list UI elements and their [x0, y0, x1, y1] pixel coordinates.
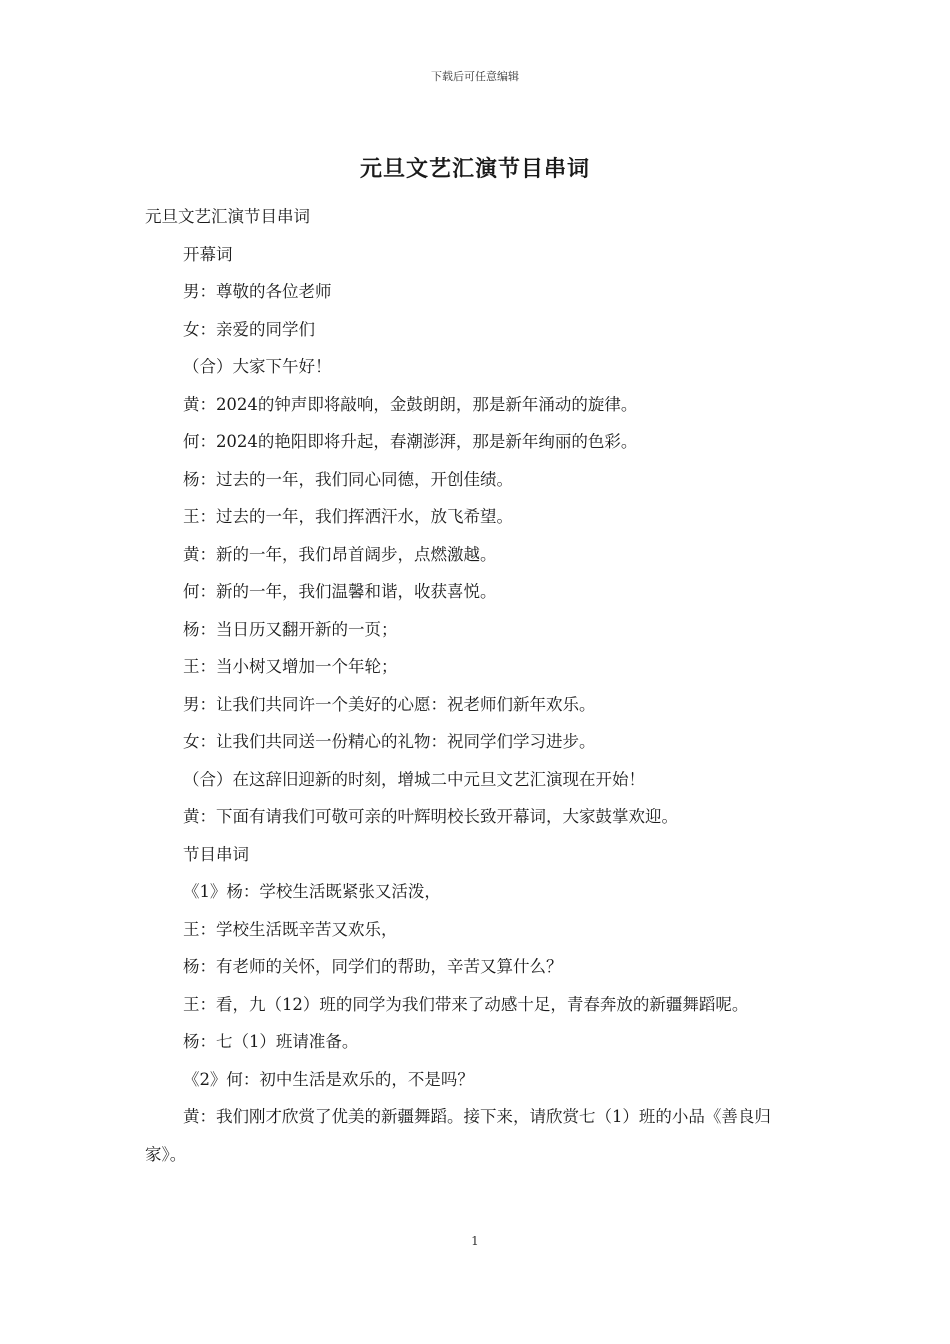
- paragraph: 男：尊敬的各位老师: [182, 282, 332, 301]
- paragraph: 元旦文艺汇演节目串词: [145, 207, 310, 226]
- document-title: 元旦文艺汇演节目串词: [359, 156, 590, 182]
- paragraph: 《2》何：初中生活是欢乐的，不是吗？: [182, 1069, 474, 1089]
- paragraph: 王：看，九（12）班的同学为我们带来了动感十足，青春奔放的新疆舞蹈呢。: [182, 994, 749, 1014]
- paragraph: 杨：有老师的关怀，同学们的帮助，辛苦又算什么？: [182, 957, 563, 976]
- paragraph: 黄：下面有请我们可敬可亲的叶辉明校长致开幕词，大家鼓掌欢迎。: [182, 807, 678, 826]
- paragraph: 节目串词: [182, 844, 249, 864]
- paragraph: 《1》杨：学校生活既紧张又活泼，: [182, 882, 441, 901]
- paragraph: 开幕词: [182, 244, 233, 264]
- paragraph: 何：新的一年，我们温馨和谐，收获喜悦。: [182, 582, 497, 601]
- paragraph: 杨：当日历又翻开新的一页；: [182, 619, 398, 639]
- paragraph: 黄：新的一年，我们昂首阔步，点燃激越。: [182, 544, 497, 564]
- page-number: 1: [471, 1234, 479, 1248]
- paragraph: （合）在这辞旧迎新的时刻，增城二中元旦文艺汇演现在开始！: [182, 769, 645, 789]
- paragraph: 女：亲爱的同学们: [182, 319, 315, 339]
- paragraph: 杨：七（1）班请准备。: [182, 1032, 359, 1051]
- paragraph: 何：2024的艳阳即将升起，春潮澎湃，那是新年绚丽的色彩。: [182, 432, 638, 451]
- paragraph: 王：过去的一年，我们挥洒汗水，放飞希望。: [182, 507, 513, 526]
- paragraph: 王：学校生活既辛苦又欢乐，: [182, 919, 398, 939]
- paragraph: 女：让我们共同送一份精心的礼物：祝同学们学习进步。: [182, 732, 596, 751]
- paragraph: 黄：2024的钟声即将敲响，金鼓朗朗，那是新年涌动的旋律。: [182, 394, 638, 414]
- paragraph: 黄：我们刚才欣赏了优美的新疆舞蹈。接下来，请欣赏七（1）班的小品《善良归家》。: [145, 1107, 771, 1164]
- paragraph: （合）大家下午好！: [182, 357, 332, 376]
- paragraph: 王：当小树又增加一个年轮；: [182, 657, 398, 676]
- document-body: [145, 198, 810, 1173]
- paragraph: 杨：过去的一年，我们同心同德，开创佳绩。: [182, 469, 513, 489]
- paragraph: 男：让我们共同许一个美好的心愿：祝老师们新年欢乐。: [182, 694, 596, 714]
- page-header-note: 下载后可任意编辑: [431, 70, 519, 83]
